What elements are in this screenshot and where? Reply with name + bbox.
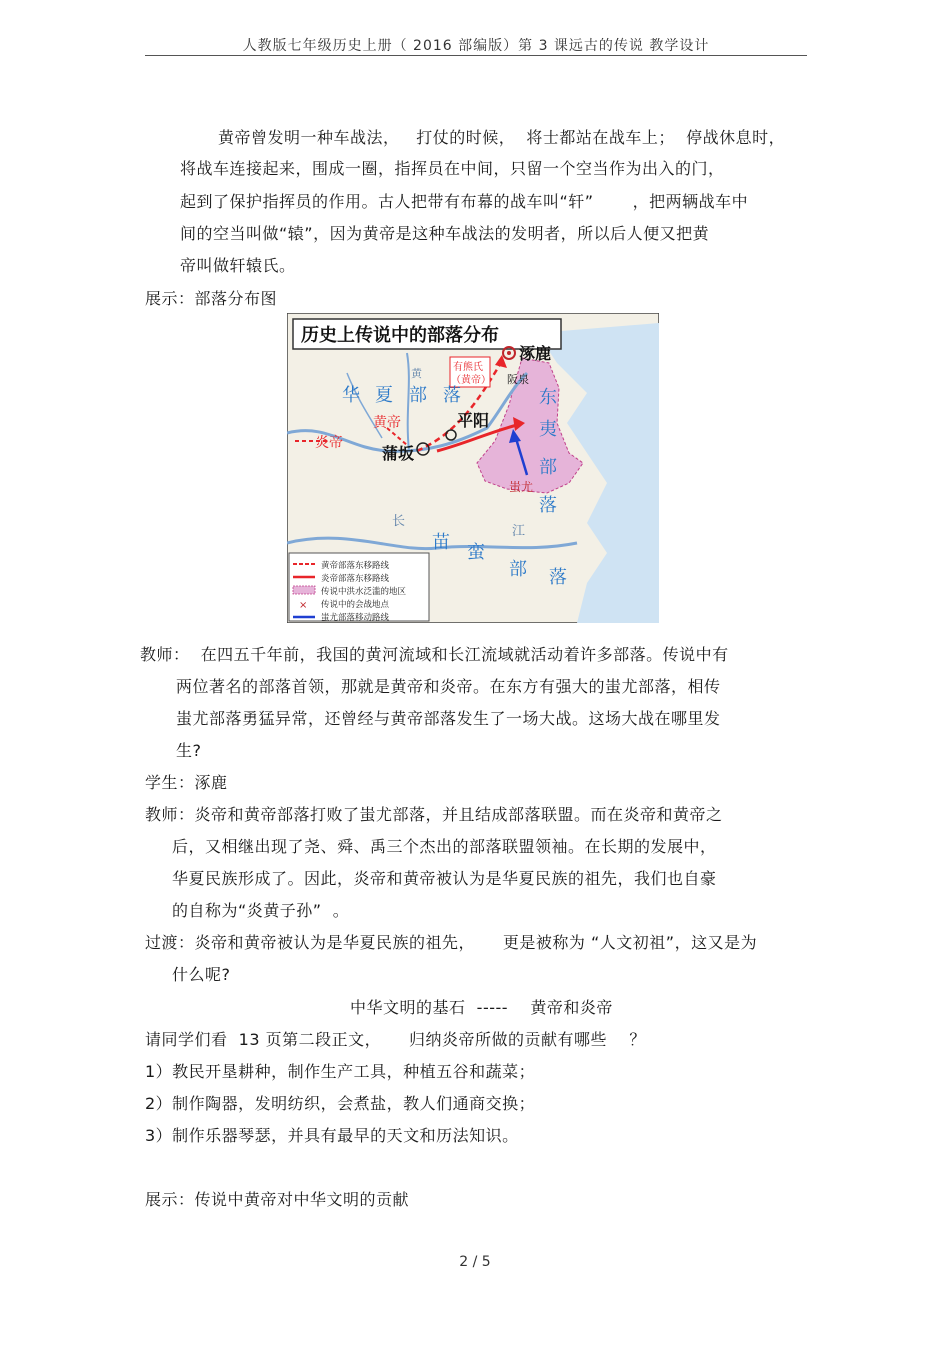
- legend-symbol-flood: [293, 586, 315, 594]
- pingyang-label: 平阳: [457, 411, 490, 430]
- page-number: 2 / 5: [459, 1254, 491, 1270]
- dialog-line-5: 学生：涿鹿: [145, 773, 228, 792]
- miaoman-char-3: 部: [509, 559, 527, 580]
- legend-item-1: 黄帝部落东移路线: [321, 561, 390, 571]
- huaxia-char-4: 落: [443, 385, 461, 406]
- legend-item-4: 传说中的会战地点: [321, 600, 390, 610]
- dialog-line-3: 蚩尤部落勇猛异常，还曾经与黄帝部落发生了一场大战。这场大战在哪里发: [176, 709, 721, 728]
- dialog-line-2: 两位著名的部落首领，那就是黄帝和炎帝。在东方有强大的蚩尤部落，相传: [176, 677, 721, 696]
- chiyou-label: 蚩尤: [509, 480, 534, 494]
- dialog-line-11: 什么呢?: [172, 965, 231, 984]
- dialog-line-13: 请同学们看 13 页第二段正文， 归纳炎帝所做的贡献有哪些 ？: [145, 1030, 646, 1049]
- jiang-label: 江: [512, 524, 526, 539]
- huaxia-char-3: 部: [409, 385, 427, 406]
- body-line-5: 帝叫做轩辕氏。: [180, 256, 296, 275]
- he-label: 黄: [411, 367, 422, 380]
- list-item-1: 1）教民开垦耕种，制作生产工具，种植五谷和蔬菜；: [145, 1062, 536, 1081]
- map-title: 历史上传说中的部落分布: [301, 325, 499, 346]
- banquan-label: 阪泉: [507, 373, 529, 386]
- legend-item-3: 传说中洪水泛滥的地区: [321, 587, 407, 597]
- body-line-3: 起到了保护指挥员的作用。古人把带有布幕的战车叫“轩” ，把两辆战车中: [180, 192, 749, 211]
- body-line-4: 间的空当叫做“辕”，因为黄帝是这种车战法的发明者，所以后人便又把黄: [180, 224, 710, 243]
- dialog-line-7: 后，又相继出现了尧、舜、禹三个杰出的部落联盟领袖。在长期的发展中，: [172, 837, 717, 856]
- puban-label: 蒲坂: [382, 444, 415, 463]
- dongyi-char-1: 东: [539, 387, 557, 408]
- legend-symbol-battle-icon: ×: [299, 600, 308, 611]
- dialog-line-9: 的自称为“炎黄子孙” 。: [172, 901, 350, 920]
- huaxia-char-1: 华: [342, 385, 360, 406]
- chang-label: 长: [392, 514, 406, 529]
- zhuolu-marker-dot: [507, 351, 511, 355]
- dialog-line-10: 过渡：炎帝和黄帝被认为是华夏民族的祖先， 更是被称为 “人文初祖”，这又是为: [145, 933, 758, 952]
- youxiong-label: 有熊氏: [453, 362, 483, 373]
- dongyi-char-4: 落: [539, 495, 557, 516]
- list-item-3: 3）制作乐器琴瑟，并具有最早的天文和历法知识。: [145, 1126, 519, 1145]
- dongyi-char-2: 夷: [539, 419, 557, 440]
- list-item-2: 2）制作陶器，发明纺织，会煮盐，教人们通商交换；: [145, 1094, 536, 1113]
- section-heading: 中华文明的基石 ----- 黄帝和炎帝: [350, 998, 613, 1017]
- tribe-distribution-map: [287, 313, 659, 623]
- legend-item-5: 蚩尤部落移动路线: [321, 613, 390, 623]
- miaoman-char-4: 落: [549, 567, 567, 588]
- huangdi-bracket-label: （黄帝）: [451, 375, 491, 386]
- page-header: 人教版七年级历史上册（ 2016 部编版）第 3 课远古的传说 教学设计: [242, 38, 710, 54]
- dialog-line-8: 华夏民族形成了。因此，炎帝和黄帝被认为是华夏民族的祖先，我们也自豪: [172, 869, 717, 888]
- dialog-line-4: 生?: [176, 741, 202, 760]
- dongyi-char-3: 部: [539, 457, 557, 478]
- huangdi-label: 黄帝: [373, 415, 401, 431]
- show-map-line: 展示：部落分布图: [145, 289, 278, 308]
- dialog-line-1: 教师： 在四五千年前，我国的黄河流域和长江流域就活动着许多部落。传说中有: [140, 645, 729, 664]
- body-line-1: 黄帝曾发明一种车战法， 打仗的时候， 将士都站在战车上； 停战休息时，: [218, 128, 786, 147]
- header-rule: [145, 55, 807, 56]
- dialog-line-6: 教师：炎帝和黄帝部落打败了蚩尤部落，并且结成部落联盟。而在炎帝和黄帝之: [145, 805, 723, 824]
- huaxia-char-2: 夏: [375, 385, 393, 406]
- body-line-2: 将战车连接起来，围成一圈，指挥员在中间，只留一个空当作为出入的门，: [180, 159, 725, 178]
- zhuolu-label: 涿鹿: [519, 344, 552, 363]
- miaoman-char-2: 蛮: [467, 542, 485, 563]
- miaoman-char-1: 苗: [432, 532, 450, 553]
- legend-item-2: 炎帝部落东移路线: [321, 574, 390, 584]
- dialog-line-17: 展示：传说中黄帝对中华文明的贡献: [145, 1190, 410, 1209]
- yandi-label: 炎帝: [315, 435, 343, 451]
